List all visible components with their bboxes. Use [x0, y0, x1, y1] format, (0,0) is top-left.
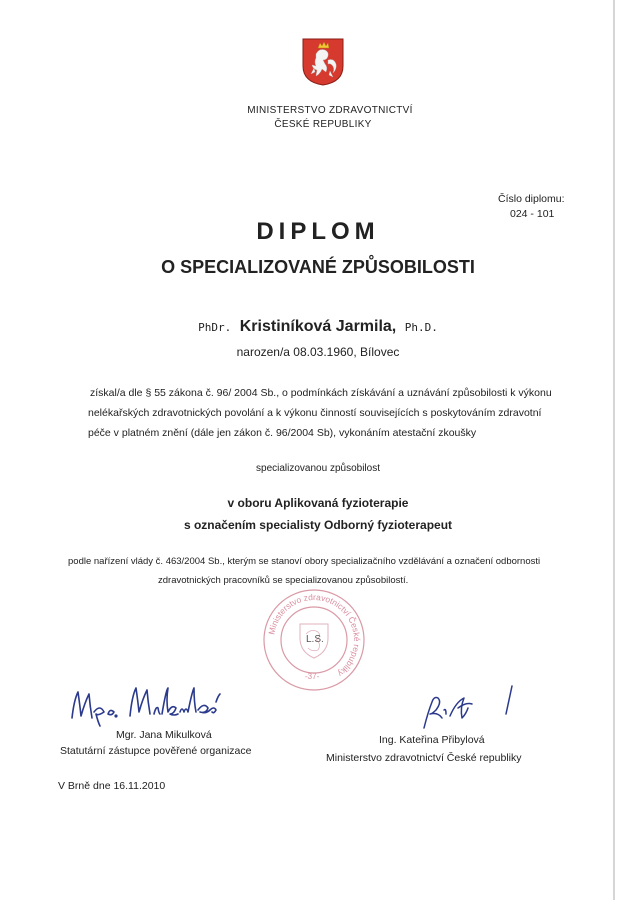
diploma-number-label: Číslo diplomu:	[498, 193, 565, 205]
left-signatory-role: Statutární zástupce pověřené organizace	[60, 745, 252, 757]
holder-suffix: Ph.D.	[404, 321, 438, 334]
place-and-date: V Brně dne 16.11.2010	[58, 780, 166, 792]
body-line-1: získal/a dle § 55 zákona č. 96/ 2004 Sb., o podmínkách získávání a uznávání způsobilosti k výkonu	[90, 387, 552, 399]
holder-line	[0, 318, 636, 336]
czech-coat-of-arms-icon	[302, 38, 344, 86]
page-edge-line	[613, 0, 615, 900]
diploma-number-value: 024 - 101	[510, 208, 555, 220]
left-signature	[64, 682, 264, 730]
holder-name: Kristiníková Jarmila,	[239, 318, 397, 335]
regulation-text	[68, 552, 568, 590]
legal-body-text	[88, 383, 576, 443]
stamp-ring-textpath: Ministerstvo zdravotnictví České republiky	[266, 591, 363, 679]
regulation-line-2: zdravotnických pracovníků se specializovanou způsobilostí.	[158, 575, 409, 586]
diploma-title: DIPLOM	[256, 218, 380, 245]
holder-prefix: PhDr.	[198, 321, 232, 334]
stamp-center-text: L.S.	[306, 634, 324, 645]
stamp-number: -37-	[305, 672, 320, 681]
ministry-heading	[230, 104, 430, 132]
body-line-3: péče v platném znění (dále jen zákon č. 96/2004 Sb), vykonáním atestační zkoušky	[88, 427, 477, 439]
regulation-line-1: podle nařízení vlády č. 463/2004 Sb., kterým se stanoví obory specializačního vzdělávání a označení odbornosti	[68, 556, 541, 567]
specialization-field: v oboru Aplikovaná fyzioterapie	[227, 496, 409, 510]
right-signatory-name: Ing. Kateřina Přibylová	[379, 734, 485, 746]
left-signatory-name: Mgr. Jana Mikulková	[116, 729, 212, 741]
ministry-line-2: ČESKÉ REPUBLIKY	[274, 119, 372, 130]
ministry-line-1: MINISTERSTVO ZDRAVOTNICTVÍ	[247, 105, 413, 116]
body-line-2: nelékařských zdravotnických povolání a k výkonu činností souvisejících s poskytováním zdravotní	[88, 407, 542, 419]
specialist-title: s označením specialisty Odborný fyzioterapeut	[183, 518, 453, 532]
official-stamp	[262, 588, 366, 692]
diploma-subtitle: O SPECIALIZOVANÉ ZPŮSOBILOSTI	[161, 257, 475, 277]
right-signature	[414, 684, 524, 734]
specialization-label: specializovanou způsobilost	[256, 463, 380, 474]
holder-birth: narozen/a 08.03.1960, Bílovec	[236, 345, 400, 359]
right-signatory-role: Ministerstvo zdravotnictví České republiky	[326, 752, 522, 764]
